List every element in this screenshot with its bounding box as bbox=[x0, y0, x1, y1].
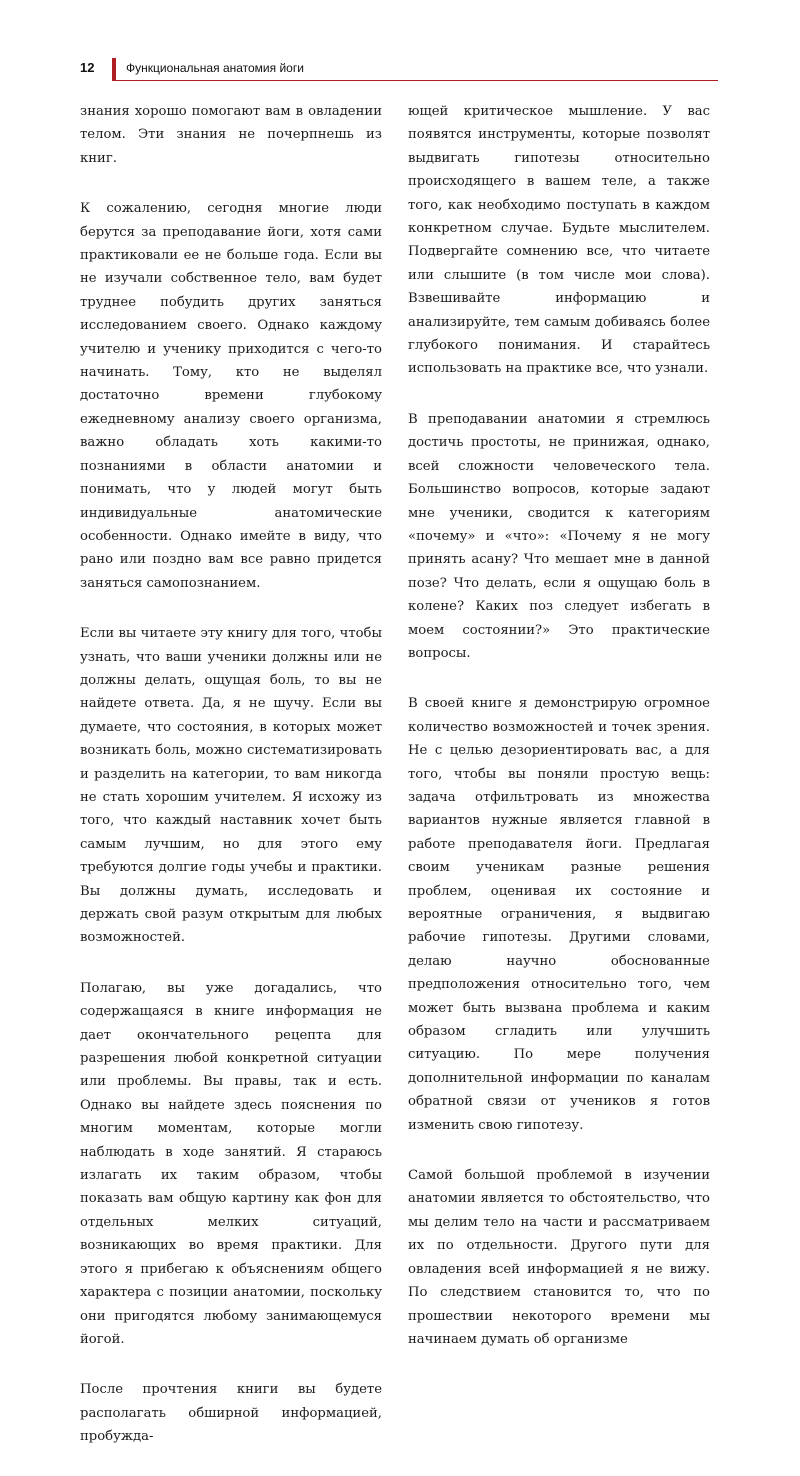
paragraph: ющей критическое мышление. У вас появятся инструменты, которые позволят выдвигать гипотезы относительно происходящего в вашем теле, а также того, как необходимо поступать в каждом конкретном случае. Будьте мыслителем. Подвергайте сомнению все, что читаете или слышите (в том числе мои слова). Взвешивайте информацию и анализируйте, тем самым добиваясь более глубокого понимания. И старайтесь использовать на практике все, что узнали. bbox=[408, 104, 710, 377]
paragraph: К сожалению, сегодня многие люди берутся за преподавание йоги, хотя сами практиковали ее не больше года. Если вы не изучали собственное тело, вам будет труднее побудить других заняться исследованием своего. Однако каждому учителю и ученику приходится с чего-то начинать. Тому, кто не выделял достаточно времени глубокому ежедневному анализу своего организма, важно обладать хоть какими-то познаниями в области анатомии и понимать, что у людей могут быть индивидуальные анатомические особенности. Однако имейте в виду, что рано или поздно вам все равно придется заняться самопознанием. bbox=[80, 201, 382, 591]
running-title: Функциональная анатомия йоги bbox=[126, 61, 304, 75]
paragraph: Полагаю, вы уже догадались, что содержащаяся в книге информация не дает окончательного рецепта для разрешения любой конкретной ситуации или проблемы. Вы правы, так и есть. Однако вы найдете здесь пояснения по многим моментам, которые могли наблюдать в ходе занятий. Я стараюсь излагать их таким образом, чтобы показать вам общую картину как фон для отдельных мелких ситуаций, возникающих во время практики. Для этого я прибегаю к объяснениям общего характера с позиции анатомии, поскольку они пригодятся любому занимающемуся йогой. bbox=[80, 980, 382, 1347]
right-column bbox=[408, 100, 710, 1378]
paragraph: В преподавании анатомии я стремлюсь достичь простоты, не принижая, однако, всей сложности человеческого тела. Большинство вопросов, которые задают мне ученики, сводится к категориям «почему» и «что»: «Почему я не могу принять асану? Что мешает мне в данной позе? Что делать, если я ощущаю боль в колене? Каких поз следует избегать в моем состоянии?» Это практические вопросы. bbox=[408, 411, 710, 661]
left-column bbox=[80, 100, 382, 1476]
paragraph: Самой большой проблемой в изучении анатомии является то обстоятельство, что мы делим тело на части и рассматриваем их по отдельности. Другого пути для овладения всей информацией я не вижу. По следствием становится то, что по прошествии некоторого времени мы начинаем думать об организме bbox=[408, 1168, 710, 1347]
paragraph: В своей книге я демонстрирую огромное количество возможностей и точек зрения. Не с целью дезориентировать вас, а для того, чтобы вы поняли простую вещь: задача отфильтровать из множества вариантов нужные является главной в работе преподавателя йоги. Предлагая своим ученикам разные решения проблем, оценивая их состояние и вероятные ограничения, я выдвигаю рабочие гипотезы. Другими словами, делаю научно обоснованные предположения относительно того, чем может быть вызвана проблема и каким образом сгладить или улучшить ситуацию. По мере получения дополнительной информации по каналам обратной связи от учеников я готов изменить свою гипотезу. bbox=[408, 696, 710, 1133]
header-rule bbox=[112, 80, 718, 81]
paragraph: знания хорошо помогают вам в овладении телом. Эти знания не почерпнешь из книг. bbox=[80, 104, 382, 166]
page-number: 12 bbox=[80, 60, 95, 75]
header-accent-bar bbox=[112, 58, 116, 80]
paragraph: После прочтения книги вы будете располагать обширной информацией, пробужда- bbox=[80, 1382, 382, 1445]
running-header bbox=[80, 58, 718, 82]
paragraph: Если вы читаете эту книгу для того, чтобы узнать, что ваши ученики должны или не должны делать, ощущая боль, то вы не найдете ответа. Да, я не шучу. Если вы думаете, что состояния, в которых может возникать боль, можно систематизировать и разделить на категории, то вам никогда не стать хорошим учителем. Я исхожу из того, что каждый наставник хочет быть самым лучшим, но для этого ему требуются долгие годы учебы и практики. Вы должны думать, исследовать и держать свой разум открытым для любых возможностей. bbox=[80, 626, 382, 946]
